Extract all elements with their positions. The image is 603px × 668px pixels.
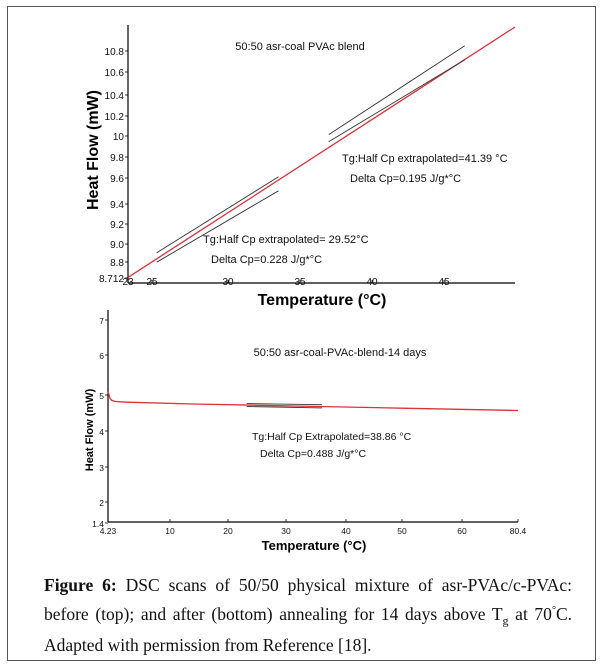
top-y-tick-label: 9.8 [110,153,124,164]
bottom-annotation-tg: Tg:Half Cp Extrapolated=38.86 °C [252,431,412,443]
caption-superscript: ° [551,605,556,616]
bottom-x-tick-label: 10 [165,526,175,536]
top-x-tick-label: 40 [366,277,378,288]
top-y-tick-label: 9.2 [110,220,124,231]
bottom-x-tick-label: 40 [341,526,351,536]
top-annotation-tg: Tg:Half Cp extrapolated=41.39 °C [342,153,508,165]
top-y-tick-label: 10.2 [104,112,124,123]
top-x-tick-label: 30 [222,277,234,288]
bottom-y-axis-label: Heat Flow (mW) [84,388,96,472]
bottom-x-tick-label: 4.23 [99,526,117,536]
top-y-tick-label: 8.8 [110,258,124,269]
top-x-tick-label: 23 [122,277,134,288]
bottom-x-tick-label: 60 [457,526,467,536]
bottom-y-tick-label: 3 [99,463,104,473]
top-y-tick-label: 10 [112,132,124,143]
bottom-y-tick-label: 1.4 [92,519,104,529]
top-y-tick-label: 10.8 [104,47,124,58]
top-y-axis-label: Heat Flow (mW) [85,90,102,210]
top-annotation-delta-cp: Delta Cp=0.228 J/g*°C [211,254,323,266]
bottom-x-tick-label: 80.4 [509,526,527,536]
top-y-tick-label: 9.0 [110,240,124,251]
caption-text-mid: at 70 [508,603,552,624]
top-y-tick-label: 10.4 [104,91,124,102]
bottom-y-tick-label: 7 [99,316,104,326]
top-series-tangent-2 [157,191,279,262]
top-series-tangent-4 [329,60,465,142]
top-chart-title: 50:50 asr-coal PVAc blend [235,41,365,53]
caption-subscript: g [502,613,509,628]
caption-text-after: C. Adapted with permission from Reference [18]. [44,603,572,656]
bottom-y-tick-label: 2 [99,498,104,508]
top-y-tick-label: 8.712 [98,274,124,285]
caption-label: Figure 6: [44,575,117,595]
top-x-tick-label: 25 [146,277,158,288]
top-series-tangent-3 [329,46,465,135]
figure-caption [44,573,572,658]
top-annotation-tg: Tg:Half Cp extrapolated= 29.52°C [203,234,369,246]
caption-text-before: DSC scans of 50/50 physical mixture of asr-PVAc/c-PVAc: before (top); and after (bottom) annealing for 14 days above T [44,575,572,624]
bottom-series-tangent-1 [247,404,322,405]
bottom-x-tick-label: 20 [223,526,233,536]
top-x-axis-label: Temperature (°C) [257,292,387,309]
bottom-annotation-delta-cp: Delta Cp=0.488 J/g*°C [260,448,367,460]
top-y-tick-label: 9.6 [110,174,124,185]
bottom-y-tick-label: 5 [99,391,104,401]
top-annotation-delta-cp: Delta Cp=0.195 J/g*°C [350,173,462,185]
top-y-tick-label: 10.6 [104,68,124,79]
top-x-tick-label: 45 [438,277,450,288]
bottom-x-tick-label: 30 [281,526,291,536]
bottom-y-tick-label: 6 [99,351,104,361]
top-x-tick-label: 35 [294,277,306,288]
bottom-chart-title: 50:50 asr-coal-PVAc-blend-14 days [253,347,427,359]
bottom-x-axis-label: Temperature (°C) [261,538,367,553]
bottom-x-tick-label: 50 [397,526,407,536]
bottom-y-tick-label: 4 [99,427,104,437]
top-y-tick-label: 9.4 [110,200,124,211]
